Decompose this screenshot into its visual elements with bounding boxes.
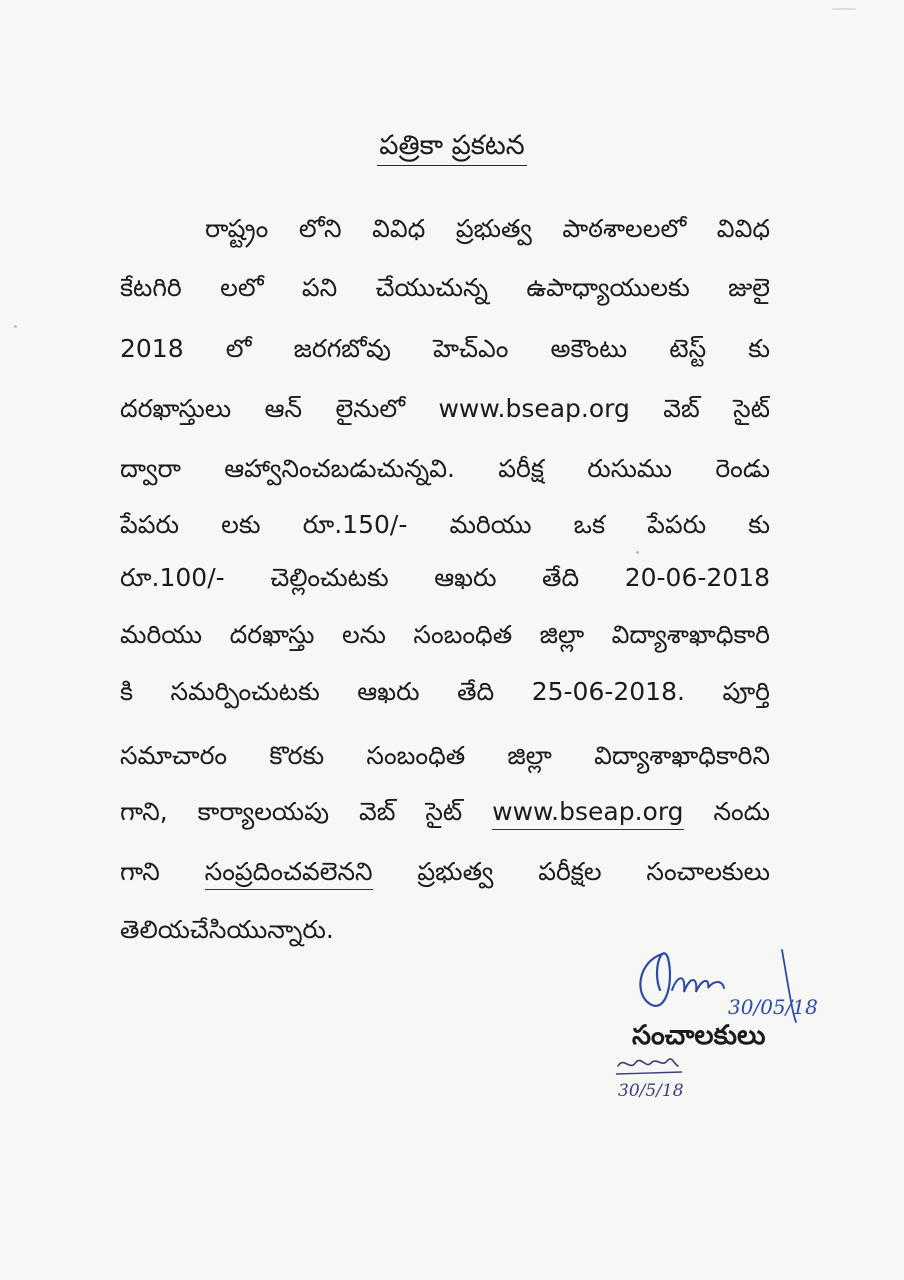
line-text: ప్రభుత్వ పరీక్షల సంచాలకులు	[372, 857, 770, 886]
title-text: పత్రికా ప్రకటన	[377, 130, 526, 166]
paragraph-line	[120, 792, 770, 832]
paragraph-line: పేపరు లకు రూ.150/- మరియు ఒక పేపరు కు	[120, 510, 770, 539]
paragraph-line: ద్వారా ఆహ్వానించబడుచున్నవి. పరీక్ష రుసుము రెండు	[120, 454, 770, 483]
line-text: గాని, కార్యాలయపు వెబ్ సైట్	[120, 797, 493, 826]
initial-signature	[612, 1052, 722, 1102]
paragraph-line: రూ.100/- చెల్లించుటకు ఆఖరు తేది 20-06-2018	[120, 563, 770, 592]
initial-date: 30/5/18	[618, 1081, 684, 1101]
paragraph-line: మరియు దరఖాస్తు లను సంబంధిత జిల్లా విద్యాశాఖాధికారి	[120, 620, 770, 649]
paragraph-line: సమాచారం కొరకు సంబంధిత జిల్లా విద్యాశాఖాధికారిని	[120, 741, 770, 770]
signature-date: 30/05/18	[728, 995, 818, 1019]
underlined-text: సంప్రదించవలెనని	[205, 857, 373, 890]
paragraph-line: రాష్ట్రం లోని వివిధ ప్రభుత్వ పాఠశాలలలో వివిధ	[205, 214, 770, 243]
line-text: గాని	[120, 857, 205, 886]
director-signature	[632, 944, 852, 1024]
paper-speck	[14, 325, 17, 328]
paragraph-line: తెలియచేసియున్నారు.	[120, 915, 334, 944]
paragraph-line: కి సమర్పించుటకు ఆఖరు తేది 25-06-2018. పూర్తి	[120, 677, 770, 706]
website-link[interactable]: www.bseap.org	[492, 797, 683, 830]
line-text: నందు	[683, 797, 770, 826]
paper-speck	[636, 551, 639, 554]
paper-speck	[832, 8, 856, 10]
paragraph-line: కేటగిరి లలో పని చేయుచున్న ఉపాధ్యాయులకు జులై	[120, 273, 770, 302]
paragraph-line: దరఖాస్తులు ఆన్ లైనులో www.bseap.org వెబ్ సైట్	[120, 394, 770, 423]
paragraph-line: 2018 లో జరగబోవు హెచ్ఎం అకౌంటు టెస్ట్ కు	[120, 334, 770, 363]
designation-label: సంచాలకులు	[632, 1020, 766, 1051]
paragraph-line	[120, 852, 770, 892]
